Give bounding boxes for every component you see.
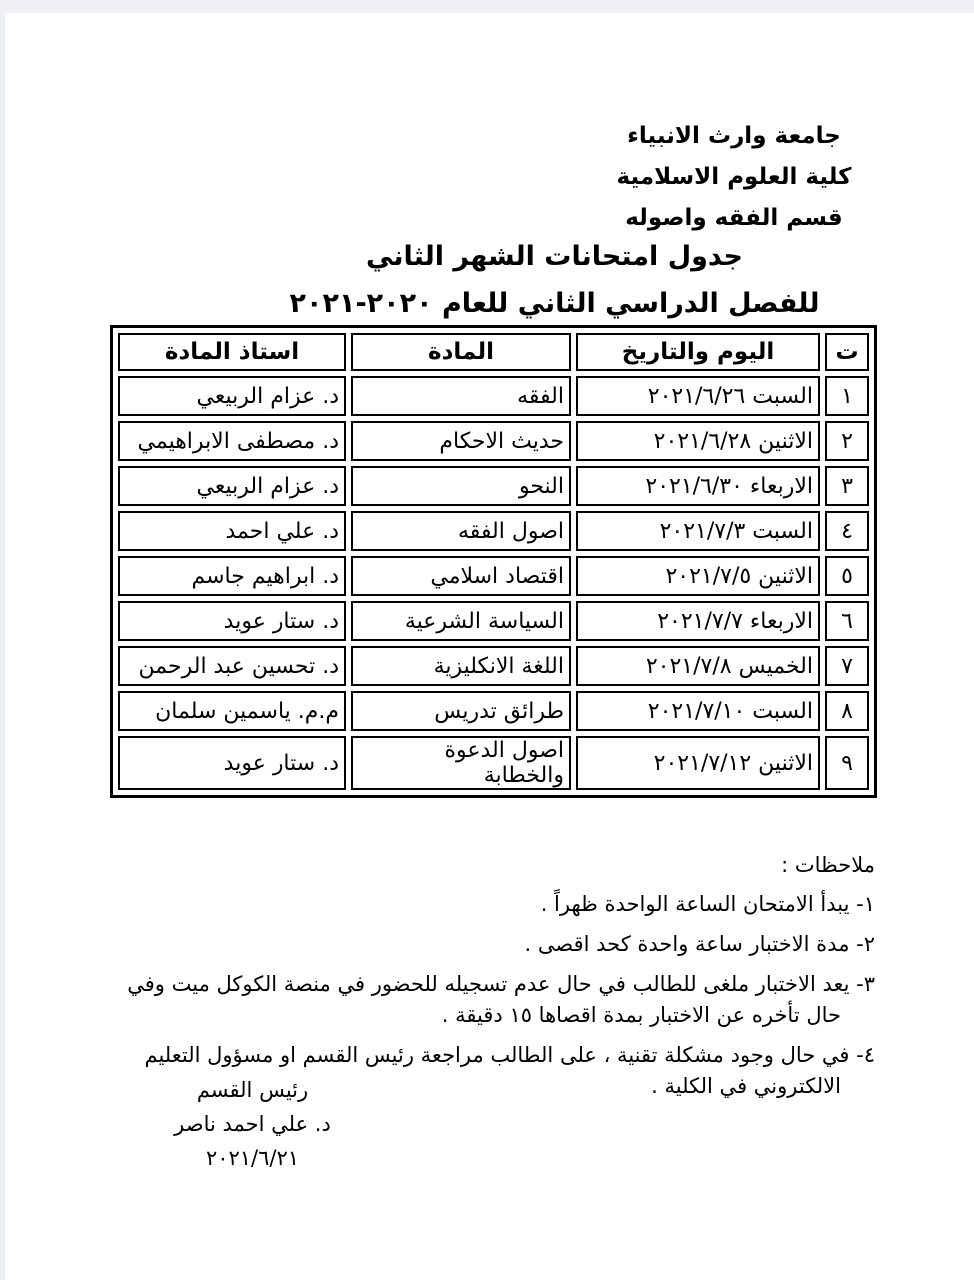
row-day-date: السبت ٢٠٢١/٦/٢٦ [576, 376, 820, 416]
table-row [118, 466, 869, 506]
row-professor: د. ستار عويد [118, 736, 346, 790]
row-subject: النحو [351, 466, 571, 506]
note-item: ٤- في حال وجود مشكلة تقنية ، على الطالب مراجعة رئيس القسم او مسؤول التعليم الالكتروني في الكلية . [144, 1043, 875, 1098]
table-row [118, 376, 869, 416]
table-row [118, 601, 869, 641]
row-professor: د. عزام الربيعي [118, 466, 346, 506]
row-index: ٦ [825, 601, 869, 641]
row-subject: الفقه [351, 376, 571, 416]
row-index: ٤ [825, 511, 869, 551]
header-index: ت [825, 333, 869, 371]
letterhead-college: كلية العلوم الاسلامية [616, 164, 852, 190]
title-line-2: للفصل الدراسي الثاني للعام ٢٠٢٠-٢٠٢١ [289, 288, 820, 319]
row-index: ٨ [825, 691, 869, 731]
letterhead-university: جامعة وارث الانبياء [627, 123, 841, 149]
row-subject: اصول الدعوة والخطابة [351, 736, 571, 790]
document-page [5, 13, 974, 1280]
signature-block [145, 1073, 360, 1175]
row-subject: السياسة الشرعية [351, 601, 571, 641]
row-index: ١ [825, 376, 869, 416]
table-row [118, 736, 869, 790]
row-day-date: الخميس ٢٠٢١/٧/٨ [576, 646, 820, 686]
row-index: ٣ [825, 466, 869, 506]
letterhead-department: قسم الفقه واصوله [625, 205, 843, 231]
signature-name: د. علي احمد ناصر [174, 1112, 331, 1136]
letterhead [584, 116, 884, 239]
row-professor: م.م. ياسمين سلمان [118, 691, 346, 731]
row-index: ٩ [825, 736, 869, 790]
row-subject: حديث الاحكام [351, 421, 571, 461]
note-item: ٢- مدة الاختبار ساعة واحدة كحد اقصى . [524, 932, 875, 956]
table-row [118, 421, 869, 461]
table-row [118, 556, 869, 596]
row-day-date: الاثنين ٢٠٢١/٧/١٢ [576, 736, 820, 790]
row-index: ٥ [825, 556, 869, 596]
title-line-1: جدول امتحانات الشهر الثاني [366, 241, 743, 272]
header-day-date: اليوم والتاريخ [576, 333, 820, 371]
header-subject: المادة [351, 333, 571, 371]
row-day-date: الاثنين ٢٠٢١/٧/٥ [576, 556, 820, 596]
table-row [118, 691, 869, 731]
row-professor: د. مصطفى الابراهيمي [118, 421, 346, 461]
row-professor: د. علي احمد [118, 511, 346, 551]
note-item: ١- يبدأ الامتحان الساعة الواحدة ظهراً . [540, 892, 875, 916]
row-day-date: الاربعاء ٢٠٢١/٧/٧ [576, 601, 820, 641]
notes-heading: ملاحظات : [781, 853, 875, 877]
signature-date: ٢٠٢١/٦/٢١ [205, 1146, 300, 1170]
signature-role: رئيس القسم [196, 1078, 309, 1102]
row-day-date: السبت ٢٠٢١/٧/١٠ [576, 691, 820, 731]
table-header-row [118, 333, 869, 371]
row-professor: د. عزام الربيعي [118, 376, 346, 416]
table-row [118, 646, 869, 686]
row-subject: اقتصاد اسلامي [351, 556, 571, 596]
document-title [155, 233, 954, 327]
exam-schedule-table [110, 325, 877, 798]
row-day-date: السبت ٢٠٢١/٧/٣ [576, 511, 820, 551]
row-subject: طرائق تدريس [351, 691, 571, 731]
row-professor: د. ستار عويد [118, 601, 346, 641]
row-professor: د. تحسين عبد الرحمن [118, 646, 346, 686]
note-item: ٣- يعد الاختبار ملغى للطالب في حال عدم تسجيله للحضور في منصة الكوكل ميت وفي حال تأخره عن الاختبار بمدة اقصاها ١٥ دقيقة . [127, 972, 875, 1027]
header-professor: استاذ المادة [118, 333, 346, 371]
row-subject: اللغة الانكليزية [351, 646, 571, 686]
row-subject: اصول الفقه [351, 511, 571, 551]
table-row [118, 511, 869, 551]
row-index: ٧ [825, 646, 869, 686]
row-professor: د. ابراهيم جاسم [118, 556, 346, 596]
row-day-date: الاربعاء ٢٠٢١/٦/٣٠ [576, 466, 820, 506]
row-index: ٢ [825, 421, 869, 461]
row-day-date: الاثنين ٢٠٢١/٦/٢٨ [576, 421, 820, 461]
